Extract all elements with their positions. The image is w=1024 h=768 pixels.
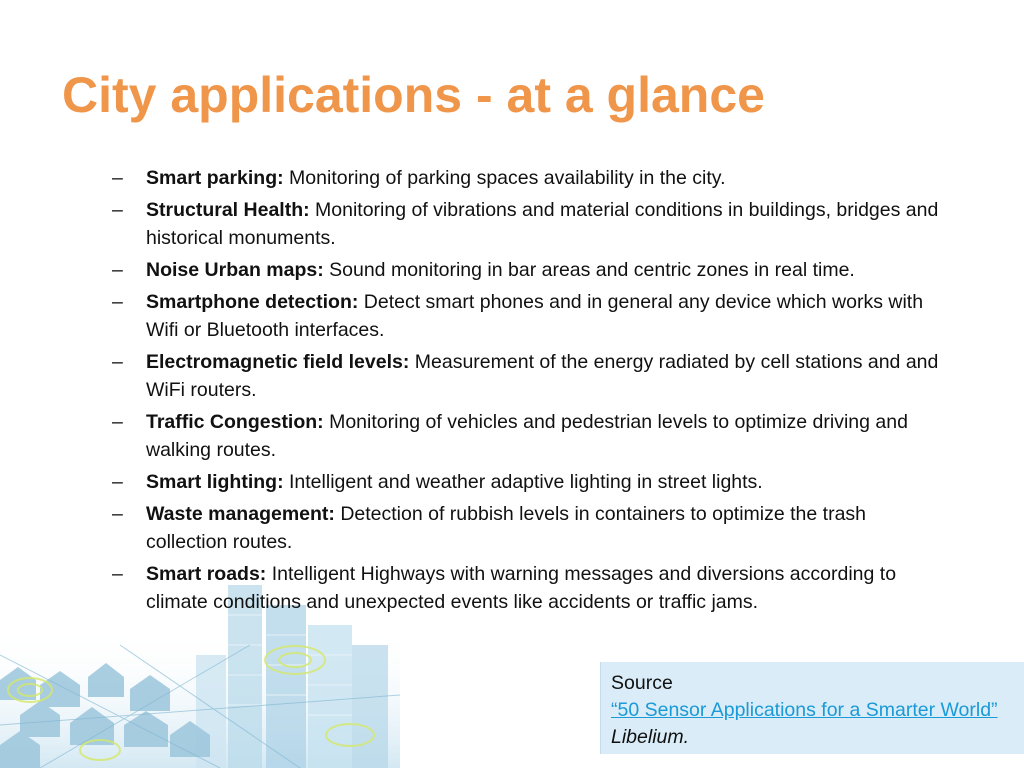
list-item <box>112 500 952 556</box>
list-item <box>112 196 952 252</box>
list-item <box>112 468 952 496</box>
application-description: Intelligent Highways with warning messages and diversions according to climate conditions and unexpected events like accidents or traffic jams. <box>146 563 897 613</box>
application-term: Electromagnetic field levels: <box>146 351 410 373</box>
bullet-dash: – <box>112 291 123 313</box>
application-term: Traffic Congestion: <box>146 411 324 433</box>
slide-title: City applications - at a glance <box>62 67 765 123</box>
application-term: Smart parking: <box>146 167 284 189</box>
application-description: Measurement of the energy radiated by cell stations and and WiFi routers. <box>146 351 939 401</box>
list-item <box>112 348 952 404</box>
source-label: Source <box>611 672 673 694</box>
list-item <box>112 256 952 284</box>
list-item <box>112 164 952 192</box>
source-link[interactable]: “50 Sensor Applications for a Smarter World” <box>611 699 998 721</box>
application-list <box>112 164 952 620</box>
application-description: Sound monitoring in bar areas and centric zones in real time. <box>329 259 855 281</box>
bullet-dash: – <box>112 503 123 525</box>
application-description: Intelligent and weather adaptive lighting in street lights. <box>289 471 763 493</box>
bullet-dash: – <box>112 167 123 189</box>
application-description: Detection of rubbish levels in containers to optimize the trash collection routes. <box>146 503 867 553</box>
source-publisher: Libelium. <box>611 726 690 748</box>
bullet-dash: – <box>112 199 123 221</box>
bullet-dash: – <box>112 563 123 585</box>
bullet-dash: – <box>112 411 123 433</box>
application-term: Structural Health: <box>146 199 310 221</box>
application-term: Waste management: <box>146 503 335 525</box>
application-description: Detect smart phones and in general any device which works with Wifi or Bluetooth interfaces. <box>146 291 924 341</box>
bullet-dash: – <box>112 471 123 493</box>
bullet-dash: – <box>112 351 123 373</box>
bullet-dash: – <box>112 259 123 281</box>
list-item <box>112 408 952 464</box>
source-box <box>600 662 1024 754</box>
list-item <box>112 560 952 616</box>
list-item <box>112 288 952 344</box>
application-description: Monitoring of vehicles and pedestrian levels to optimize driving and walking routes. <box>146 411 908 461</box>
application-term: Smartphone detection: <box>146 291 359 313</box>
application-description: Monitoring of parking spaces availability in the city. <box>289 167 726 189</box>
application-term: Noise Urban maps: <box>146 259 324 281</box>
application-term: Smart roads: <box>146 563 267 585</box>
application-term: Smart lighting: <box>146 471 284 493</box>
application-description: Monitoring of vibrations and material conditions in buildings, bridges and historical monuments. <box>146 199 939 249</box>
source-citation <box>611 697 1014 751</box>
